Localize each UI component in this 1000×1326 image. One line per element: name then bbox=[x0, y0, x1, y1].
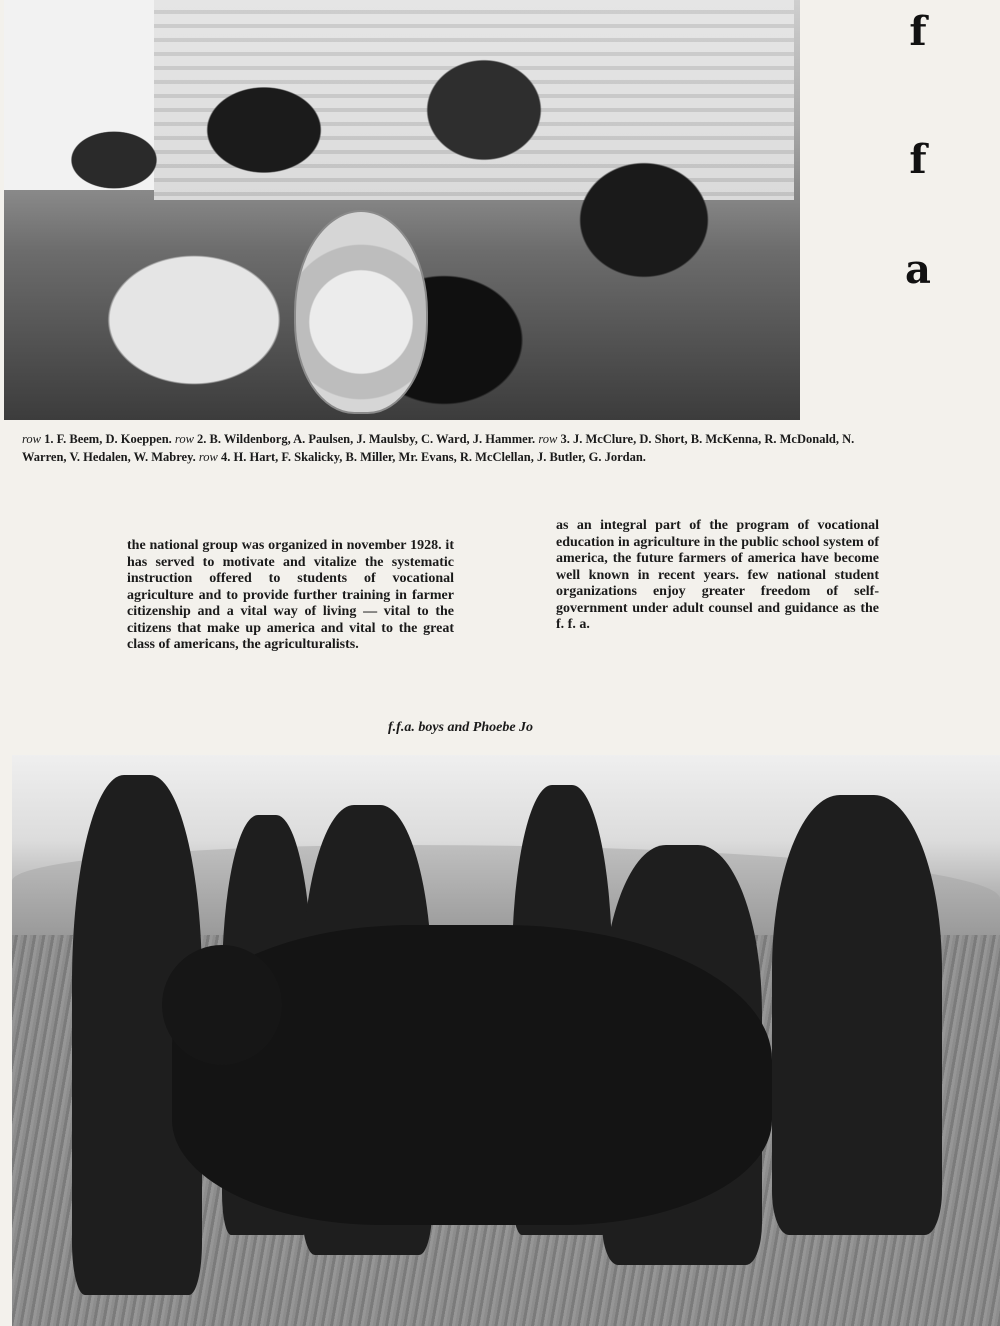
body-text-left: the national group was organized in november 1928. it has served to motivate and vitalize the systematic instruction offered to students of vocational agriculture and to provide further training in farmer citizenship and a vital way of living — vital to the citizens that make up america and vital to the great class of americans, the agriculturalists. bbox=[127, 538, 454, 652]
row-names: 1. F. Beem, D. Koeppen. bbox=[41, 432, 175, 446]
side-letter-f2: f bbox=[909, 136, 927, 183]
cow-head bbox=[162, 945, 282, 1065]
side-letter-f1: f bbox=[909, 8, 927, 55]
row-label: row bbox=[22, 432, 41, 446]
group-photo bbox=[4, 0, 800, 420]
row-label: row bbox=[538, 432, 558, 446]
person-figure bbox=[772, 795, 942, 1235]
body-text-right: as an integral part of the program of vocational education in agriculture in the public school system of america, the future farmers of america have become well known in recent years. few national student organizations enjoy greater freedom of self-government under adult counsel and guidance as the f. f. a. bbox=[556, 518, 879, 632]
row-label: row bbox=[198, 450, 218, 464]
photo-caption bbox=[22, 430, 882, 466]
row-names: 4. H. Hart, F. Skalicky, B. Miller, Mr. Evans, R. McClellan, J. Butler, G. Jordan. bbox=[217, 450, 646, 464]
side-letter-a: a bbox=[905, 246, 931, 293]
ffa-emblem bbox=[294, 210, 428, 414]
row-names: 2. B. Wildenborg, A. Paulsen, J. Maulsby, C. Ward, J. Hammer. bbox=[193, 432, 539, 446]
cattle-photo bbox=[12, 755, 1000, 1326]
row-names: 3. J. McClure, D. Short, B. McKenna, R. McDonald, N. Warren, V. Hedalen, W. Mabrey. bbox=[22, 432, 855, 464]
row-label: row bbox=[174, 432, 194, 446]
photo-title: f.f.a. boys and Phoebe Jo bbox=[388, 720, 534, 735]
